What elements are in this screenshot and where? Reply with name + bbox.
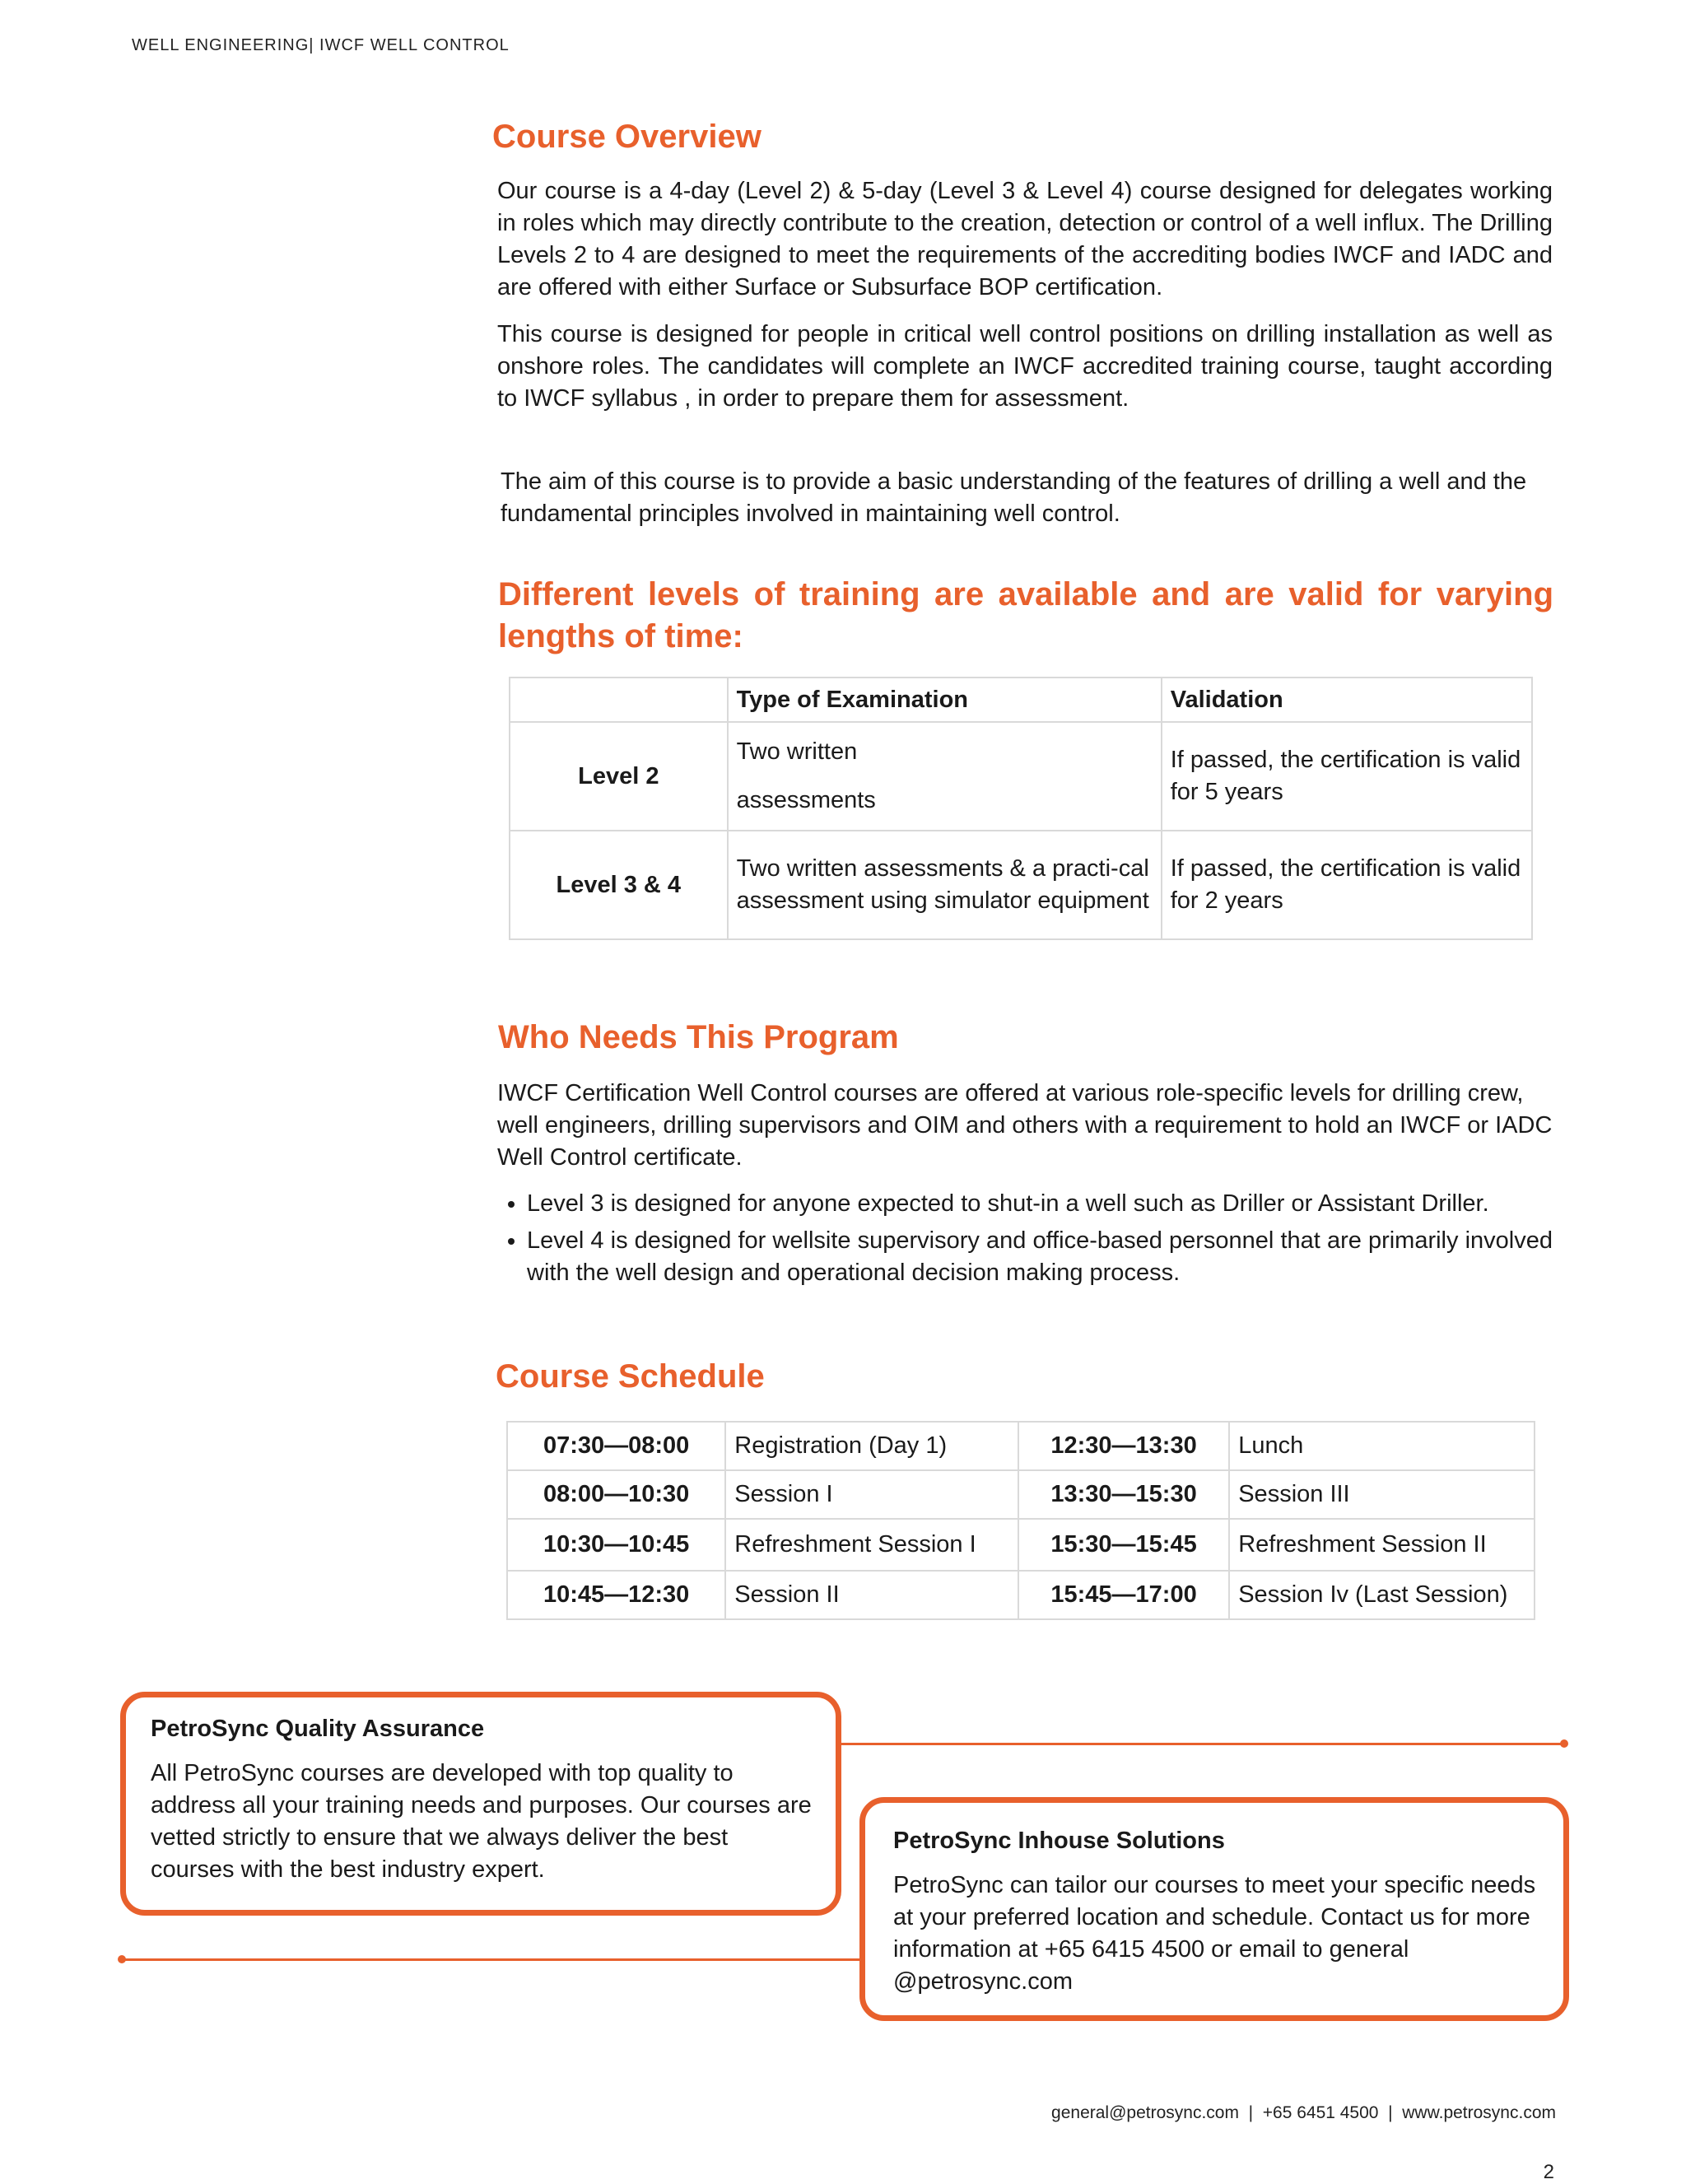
quality-assurance-box bbox=[120, 1692, 841, 1916]
course-overview-title: Course Overview bbox=[492, 119, 761, 155]
time-cell: 12:30—13:30 bbox=[1018, 1422, 1229, 1470]
time-cell: 10:30—10:45 bbox=[507, 1519, 725, 1571]
exam-line: Two written bbox=[736, 738, 858, 765]
level-cell: Level 2 bbox=[510, 722, 728, 831]
quality-assurance-text: All PetroSync courses are developed with top quality to address all your training needs and purposes. Our courses are vetted strictly to ensure that we always deliver the best courses with the best industry expert. bbox=[151, 1760, 812, 1883]
connector-line-right bbox=[836, 1743, 1564, 1745]
running-header: WELL ENGINEERING| IWCF WELL CONTROL bbox=[132, 36, 510, 54]
inhouse-solutions-box bbox=[859, 1797, 1569, 2021]
levels-header-validation: Validation bbox=[1162, 678, 1532, 722]
inhouse-solutions-text: PetroSync can tailor our courses to meet your specific needs at your preferred location and schedule. Contact us for more information at +65 6415 4500 or email to general @petrosync.com bbox=[893, 1872, 1536, 1995]
validation-cell: If passed, the certification is valid for 2 years bbox=[1162, 831, 1532, 939]
validation-cell: If passed, the certification is valid for 5 years bbox=[1162, 722, 1532, 831]
footer-contact: general@petrosync.com | +65 6451 4500 | www.petrosync.com bbox=[1051, 2103, 1556, 2122]
activity-cell: Refreshment Session II bbox=[1229, 1519, 1535, 1571]
activity-cell: Session I bbox=[725, 1470, 1018, 1519]
levels-header-row bbox=[510, 678, 1532, 722]
activity-cell: Refreshment Session I bbox=[725, 1519, 1018, 1571]
table-row bbox=[507, 1470, 1535, 1519]
table-row bbox=[507, 1519, 1535, 1571]
levels-title: Different levels of training are available and are valid for varying lengths of time: bbox=[498, 576, 1553, 654]
course-schedule-title: Course Schedule bbox=[496, 1358, 765, 1395]
schedule-table bbox=[506, 1421, 1535, 1620]
activity-cell: Registration (Day 1) bbox=[725, 1422, 1018, 1470]
exam-cell bbox=[728, 722, 1162, 831]
time-cell: 10:45—12:30 bbox=[507, 1571, 725, 1619]
table-row bbox=[510, 831, 1532, 939]
time-cell: 08:00—10:30 bbox=[507, 1470, 725, 1519]
list-item: • Level 3 is designed for anyone expected to shut-in a well such as Driller or Assistant Driller. bbox=[527, 1188, 1553, 1220]
inhouse-solutions-title: PetroSync Inhouse Solutions bbox=[893, 1828, 1225, 1854]
table-row bbox=[507, 1571, 1535, 1619]
time-cell: 15:45—17:00 bbox=[1018, 1571, 1229, 1619]
activity-cell: Session Iv (Last Session) bbox=[1229, 1571, 1535, 1619]
time-cell: 13:30—15:30 bbox=[1018, 1470, 1229, 1519]
time-cell: 15:30—15:45 bbox=[1018, 1519, 1229, 1571]
activity-cell: Session III bbox=[1229, 1470, 1535, 1519]
connector-dot-left bbox=[118, 1955, 126, 1963]
overview-paragraph-2: This course is designed for people in critical well control positions on drilling installation as well as onshore roles. The candidates will complete an IWCF accredited training course, taught according to IWCF syllabus , in order to prepare them for assessment. bbox=[497, 321, 1553, 412]
exam-line: assessments bbox=[736, 787, 876, 813]
who-needs-bullets bbox=[497, 1188, 1553, 1294]
who-needs-title: Who Needs This Program bbox=[498, 1019, 899, 1055]
overview-paragraph-1: Our course is a 4-day (Level 2) & 5-day (Level 3 & Level 4) course designed for delegates working in roles which may directly contribute to the creation, detection or control of a well influx. The Drilling Levels 2 to 4 are designed to meet the requirements of the accrediting bodies IWCF and IADC and are offered with either Surface or Subsurface BOP certification. bbox=[497, 178, 1553, 300]
time-cell: 07:30—08:00 bbox=[507, 1422, 725, 1470]
level-cell: Level 3 & 4 bbox=[510, 831, 728, 939]
overview-paragraph-3: The aim of this course is to provide a basic understanding of the features of drilling a well and the fundamental principles involved in maintaining well control. bbox=[501, 468, 1527, 527]
who-needs-intro: IWCF Certification Well Control courses are offered at various role-specific levels for drilling crew, well engineers, drilling supervisors and OIM and others with a requirement to hold an IWCF or IADC Well Control certificate. bbox=[497, 1080, 1553, 1171]
table-row bbox=[510, 722, 1532, 831]
exam-cell: Two written assessments & a practi-cal assessment using simulator equipment bbox=[728, 831, 1162, 939]
list-item: • Level 4 is designed for wellsite supervisory and office-based personnel that are primarily involved with the well design and operational decision making process. bbox=[527, 1225, 1553, 1289]
levels-header-exam: Type of Examination bbox=[728, 678, 1162, 722]
activity-cell: Session II bbox=[725, 1571, 1018, 1619]
connector-dot-right bbox=[1560, 1739, 1568, 1748]
levels-table bbox=[509, 677, 1533, 940]
connector-line-left bbox=[122, 1958, 863, 1961]
quality-assurance-title: PetroSync Quality Assurance bbox=[151, 1716, 485, 1742]
activity-cell: Lunch bbox=[1229, 1422, 1535, 1470]
levels-header-empty bbox=[510, 678, 728, 722]
page-number: 2 bbox=[1543, 2161, 1554, 2183]
table-row bbox=[507, 1422, 1535, 1470]
